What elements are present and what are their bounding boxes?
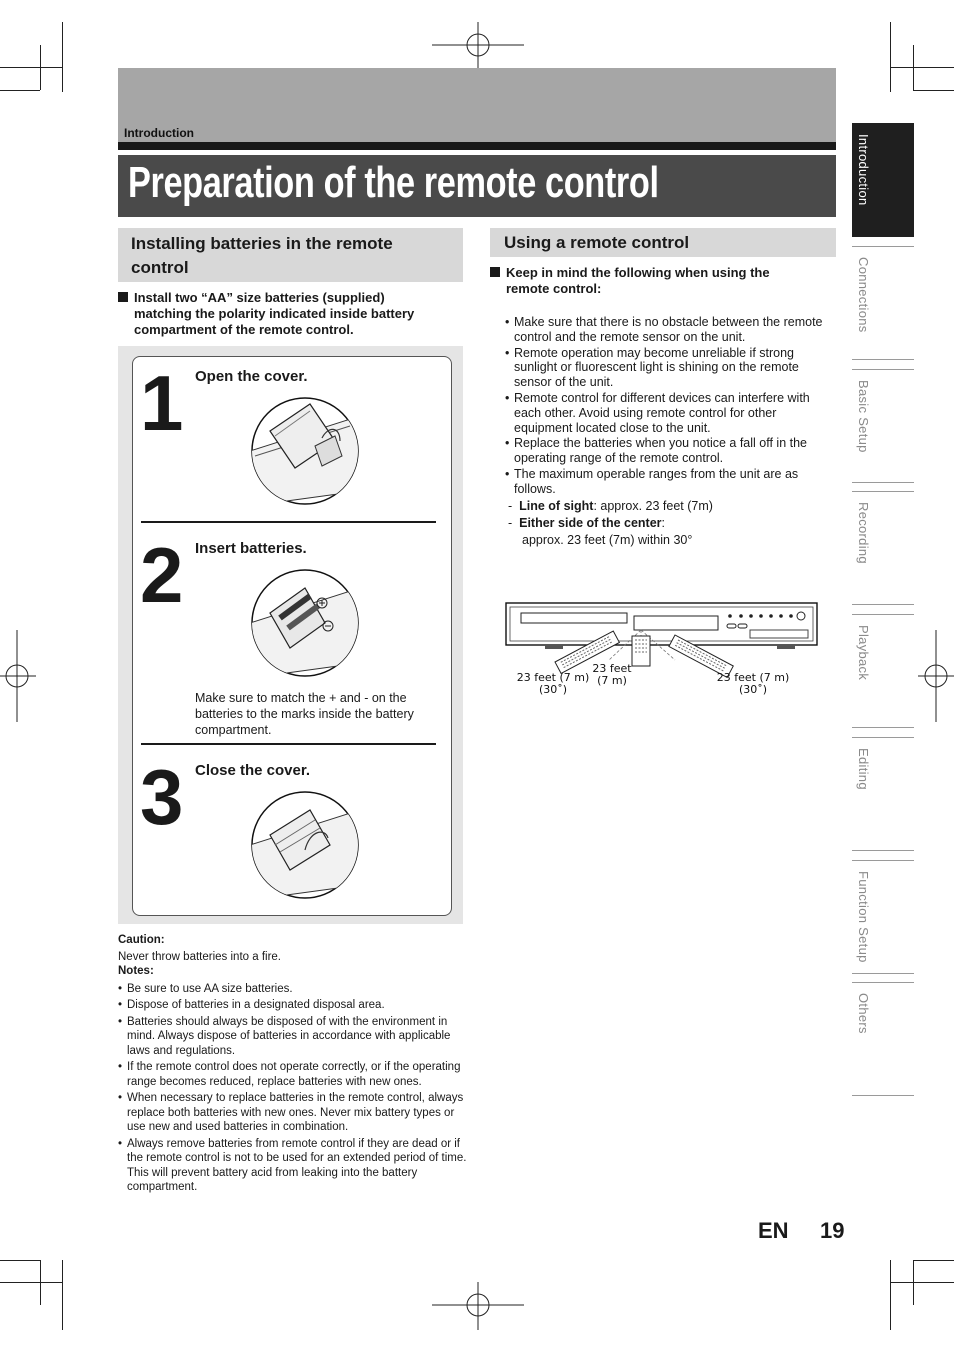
range-label: Either side of the center [519, 516, 662, 530]
step-divider [141, 521, 436, 523]
list-item: • The maximum operable ranges from the unit are as follows. [505, 467, 833, 497]
right-intro [490, 265, 820, 297]
list-item: • Make sure that there is no obstacle between the remote control and the remote sensor on the unit. [505, 315, 833, 345]
diagram-text: 23 feet (7 m) [716, 671, 790, 684]
range-label: Line of sight [519, 499, 594, 513]
tab-label: Recording [856, 502, 871, 564]
list-item: • If the remote control does not operate correctly, or if the operating range becomes reduced, replace batteries with new ones. [118, 1060, 468, 1089]
step-divider [141, 743, 436, 745]
colon: : [661, 516, 666, 530]
tab-label: Editing [856, 748, 871, 790]
tab-label: Others [856, 993, 871, 1034]
diagram-text: (7 m) [597, 674, 627, 687]
list-item: • Batteries should always be disposed of with the environment in mind. Always dispose of batteries in accordance with applicable laws and regulations. [118, 1015, 468, 1059]
step-title: Close the cover. [195, 762, 311, 779]
list-item: • Remote control for different devices can interfere with each other. Avoid using remote control for other equipment located close to the unit. [505, 391, 833, 435]
left-intro-line: compartment of the remote control. [134, 322, 354, 337]
notes-label: Notes: [118, 965, 154, 977]
tab-label: Connections [856, 257, 871, 333]
range-label-center [589, 663, 635, 687]
section-label: Introduction [124, 126, 194, 140]
step-note: Make sure to match the + and - on the batteries to the marks inside the battery compartment. [195, 691, 414, 737]
step-number: 1 [140, 359, 184, 447]
tab-function-setup[interactable] [852, 860, 914, 974]
close-cover-illustration [250, 790, 360, 900]
tab-playback[interactable] [852, 614, 914, 728]
header-band [118, 68, 836, 142]
caution-notes [118, 933, 468, 1195]
right-section-heading [490, 228, 836, 257]
square-bullet-icon [490, 267, 500, 277]
tab-label: Function Setup [856, 871, 871, 963]
diagram-text: 23 feet (7 m) [516, 671, 590, 684]
step-number: 2 [140, 531, 184, 619]
range-value: : approx. 23 feet (7m) [593, 499, 713, 513]
tab-others[interactable] [852, 982, 914, 1096]
header-rule [118, 142, 836, 150]
insert-batteries-illustration [250, 568, 360, 678]
list-item: • Be sure to use AA size batteries. [118, 982, 468, 997]
range-label-left [513, 672, 593, 696]
left-section-heading [118, 228, 463, 282]
list-item: • Always remove batteries from remote control if they are dead or if the remote control is not to be used for an extended period of time. This will prevent battery acid from leaking into the battery compartment. [118, 1137, 468, 1195]
step-number: 3 [140, 753, 184, 841]
remote-tips-list [505, 315, 833, 498]
tab-editing[interactable] [852, 737, 914, 851]
right-heading-text: Using a remote control [504, 233, 690, 252]
page-number: 19 [820, 1218, 845, 1243]
tab-basic-setup[interactable] [852, 369, 914, 483]
list-item: • When necessary to replace batteries in the remote control, always replace both batteries with new ones. Never mix battery types or use new and used batteries in combination. [118, 1091, 468, 1135]
range-diagram [505, 600, 825, 705]
operable-ranges [508, 498, 828, 549]
caution-label: Caution: [118, 934, 165, 946]
square-bullet-icon [118, 292, 128, 302]
step-title: Insert batteries. [195, 540, 307, 557]
notes-list [118, 982, 468, 1195]
right-intro-line: remote control: [506, 281, 602, 296]
registration-mark-bottom [432, 1282, 524, 1330]
range-label-right [713, 672, 793, 696]
left-intro-line: Install two “AA” size batteries (supplied) [134, 290, 385, 305]
dash: - [508, 499, 513, 513]
diagram-text: (30˚) [738, 683, 768, 696]
left-intro-line: matching the polarity indicated inside battery [134, 306, 415, 321]
registration-mark-right [918, 630, 954, 722]
left-heading-text: Installing batteries in the remote control [131, 234, 393, 277]
registration-mark-top [432, 22, 524, 70]
right-intro-line: Keep in mind the following when using the [506, 265, 770, 280]
diagram-text: (30˚) [538, 683, 568, 696]
tab-connections[interactable] [852, 246, 914, 360]
tab-introduction[interactable] [852, 123, 914, 237]
tab-label: Basic Setup [856, 380, 871, 453]
registration-mark-left [0, 630, 36, 722]
list-item: • Dispose of batteries in a designated disposal area. [118, 998, 468, 1013]
range-value: approx. 23 feet (7m) within 30° [522, 533, 693, 547]
tab-recording[interactable] [852, 491, 914, 605]
tab-label: Introduction [856, 134, 871, 206]
tab-label: Playback [856, 625, 871, 681]
open-cover-illustration [250, 396, 360, 506]
diagram-text: 23 feet [592, 662, 632, 675]
caution-text: Never throw batteries into a fire. [118, 950, 281, 963]
list-item: • Remote operation may become unreliable if strong sunlight or fluorescent light is shining on the remote sensor of the unit. [505, 346, 833, 390]
list-item: • Replace the batteries when you notice a fall off in the operating range of the remote control. [505, 436, 833, 466]
dash: - [508, 516, 513, 530]
page-title: Preparation of the remote control [128, 158, 659, 207]
step-title: Open the cover. [195, 368, 308, 385]
left-intro [118, 290, 458, 338]
language-label: EN [758, 1218, 789, 1243]
